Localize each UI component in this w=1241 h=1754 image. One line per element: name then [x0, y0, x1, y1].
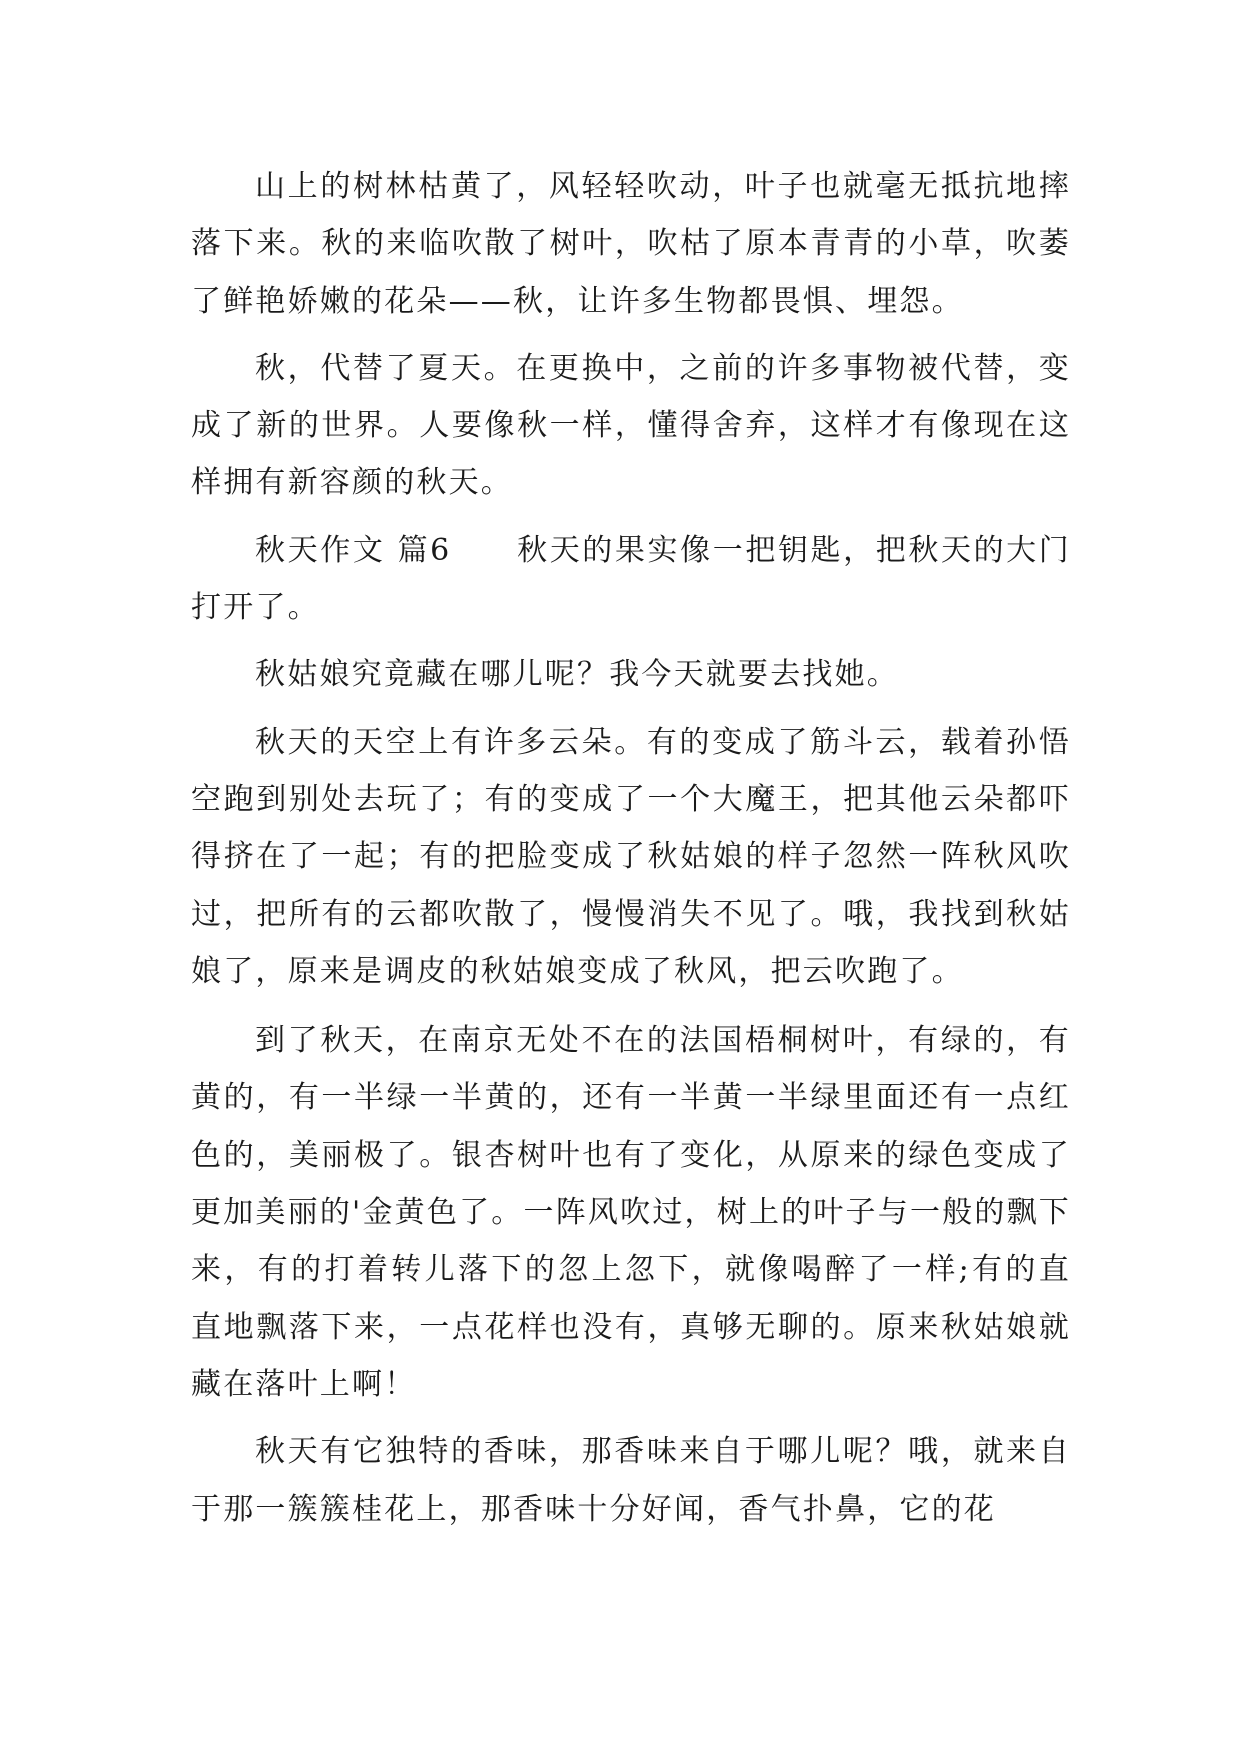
paragraph-4: 秋姑娘究竟藏在哪儿呢？我今天就要去找她。	[255, 657, 899, 693]
paragraph-2: 秋，代替了夏天。在更换中，之前的许多事物被代替，变成了新的世界。人要像秋一样，懂得舍弃，这样才有像现在这样拥有新容颜的秋天。	[191, 350, 1071, 501]
paragraph-5: 秋天的天空上有许多云朵。有的变成了筋斗云，载着孙悟空跑到别处去玩了；有的变成了一个大魔王，把其他云朵都吓得挤在了一起；有的把脸变成了秋姑娘的样子忽然一阵秋风吹过，把所有的云都吹散了，慢慢消失不见了。哦，我找到秋姑娘了，原来是调皮的秋姑娘变成了秋风，把云吹跑了。	[191, 724, 1071, 989]
paragraph-6: 到了秋天，在南京无处不在的法国梧桐树叶，有绿的，有黄的，有一半绿一半黄的，还有一半黄一半绿里面还有一点红色的，美丽极了。银杏树叶也有了变化，从原来的绿色变成了更加美丽的'金黄色了。一阵风吹过，树上的叶子与一般的飘下来，有的打着转儿落下的忽上忽下，就像喝醉了一样;有的直直地飘落下来，一点花样也没有，真够无聊的。原来秋姑娘就藏在落叶上啊！	[191, 1023, 1071, 1402]
paragraph-1: 山上的树林枯黄了，风轻轻吹动，叶子也就毫无抵抗地摔落下来。秋的来临吹散了树叶，吹枯了原本青青的小草，吹萎了鲜艳娇嫩的花朵——秋，让许多生物都畏惧、埋怨。	[191, 169, 1071, 319]
document-body	[191, 158, 1071, 1538]
paragraph-3: 秋天作文 篇6 秋天的果实像一把钥匙，把秋天的大门打开了。	[191, 532, 1071, 626]
paragraph-7: 秋天有它独特的香味，那香味来自于哪儿呢？哦，就来自于那一簇簇桂花上，那香味十分好闻，香气扑鼻，它的花	[191, 1434, 1071, 1527]
